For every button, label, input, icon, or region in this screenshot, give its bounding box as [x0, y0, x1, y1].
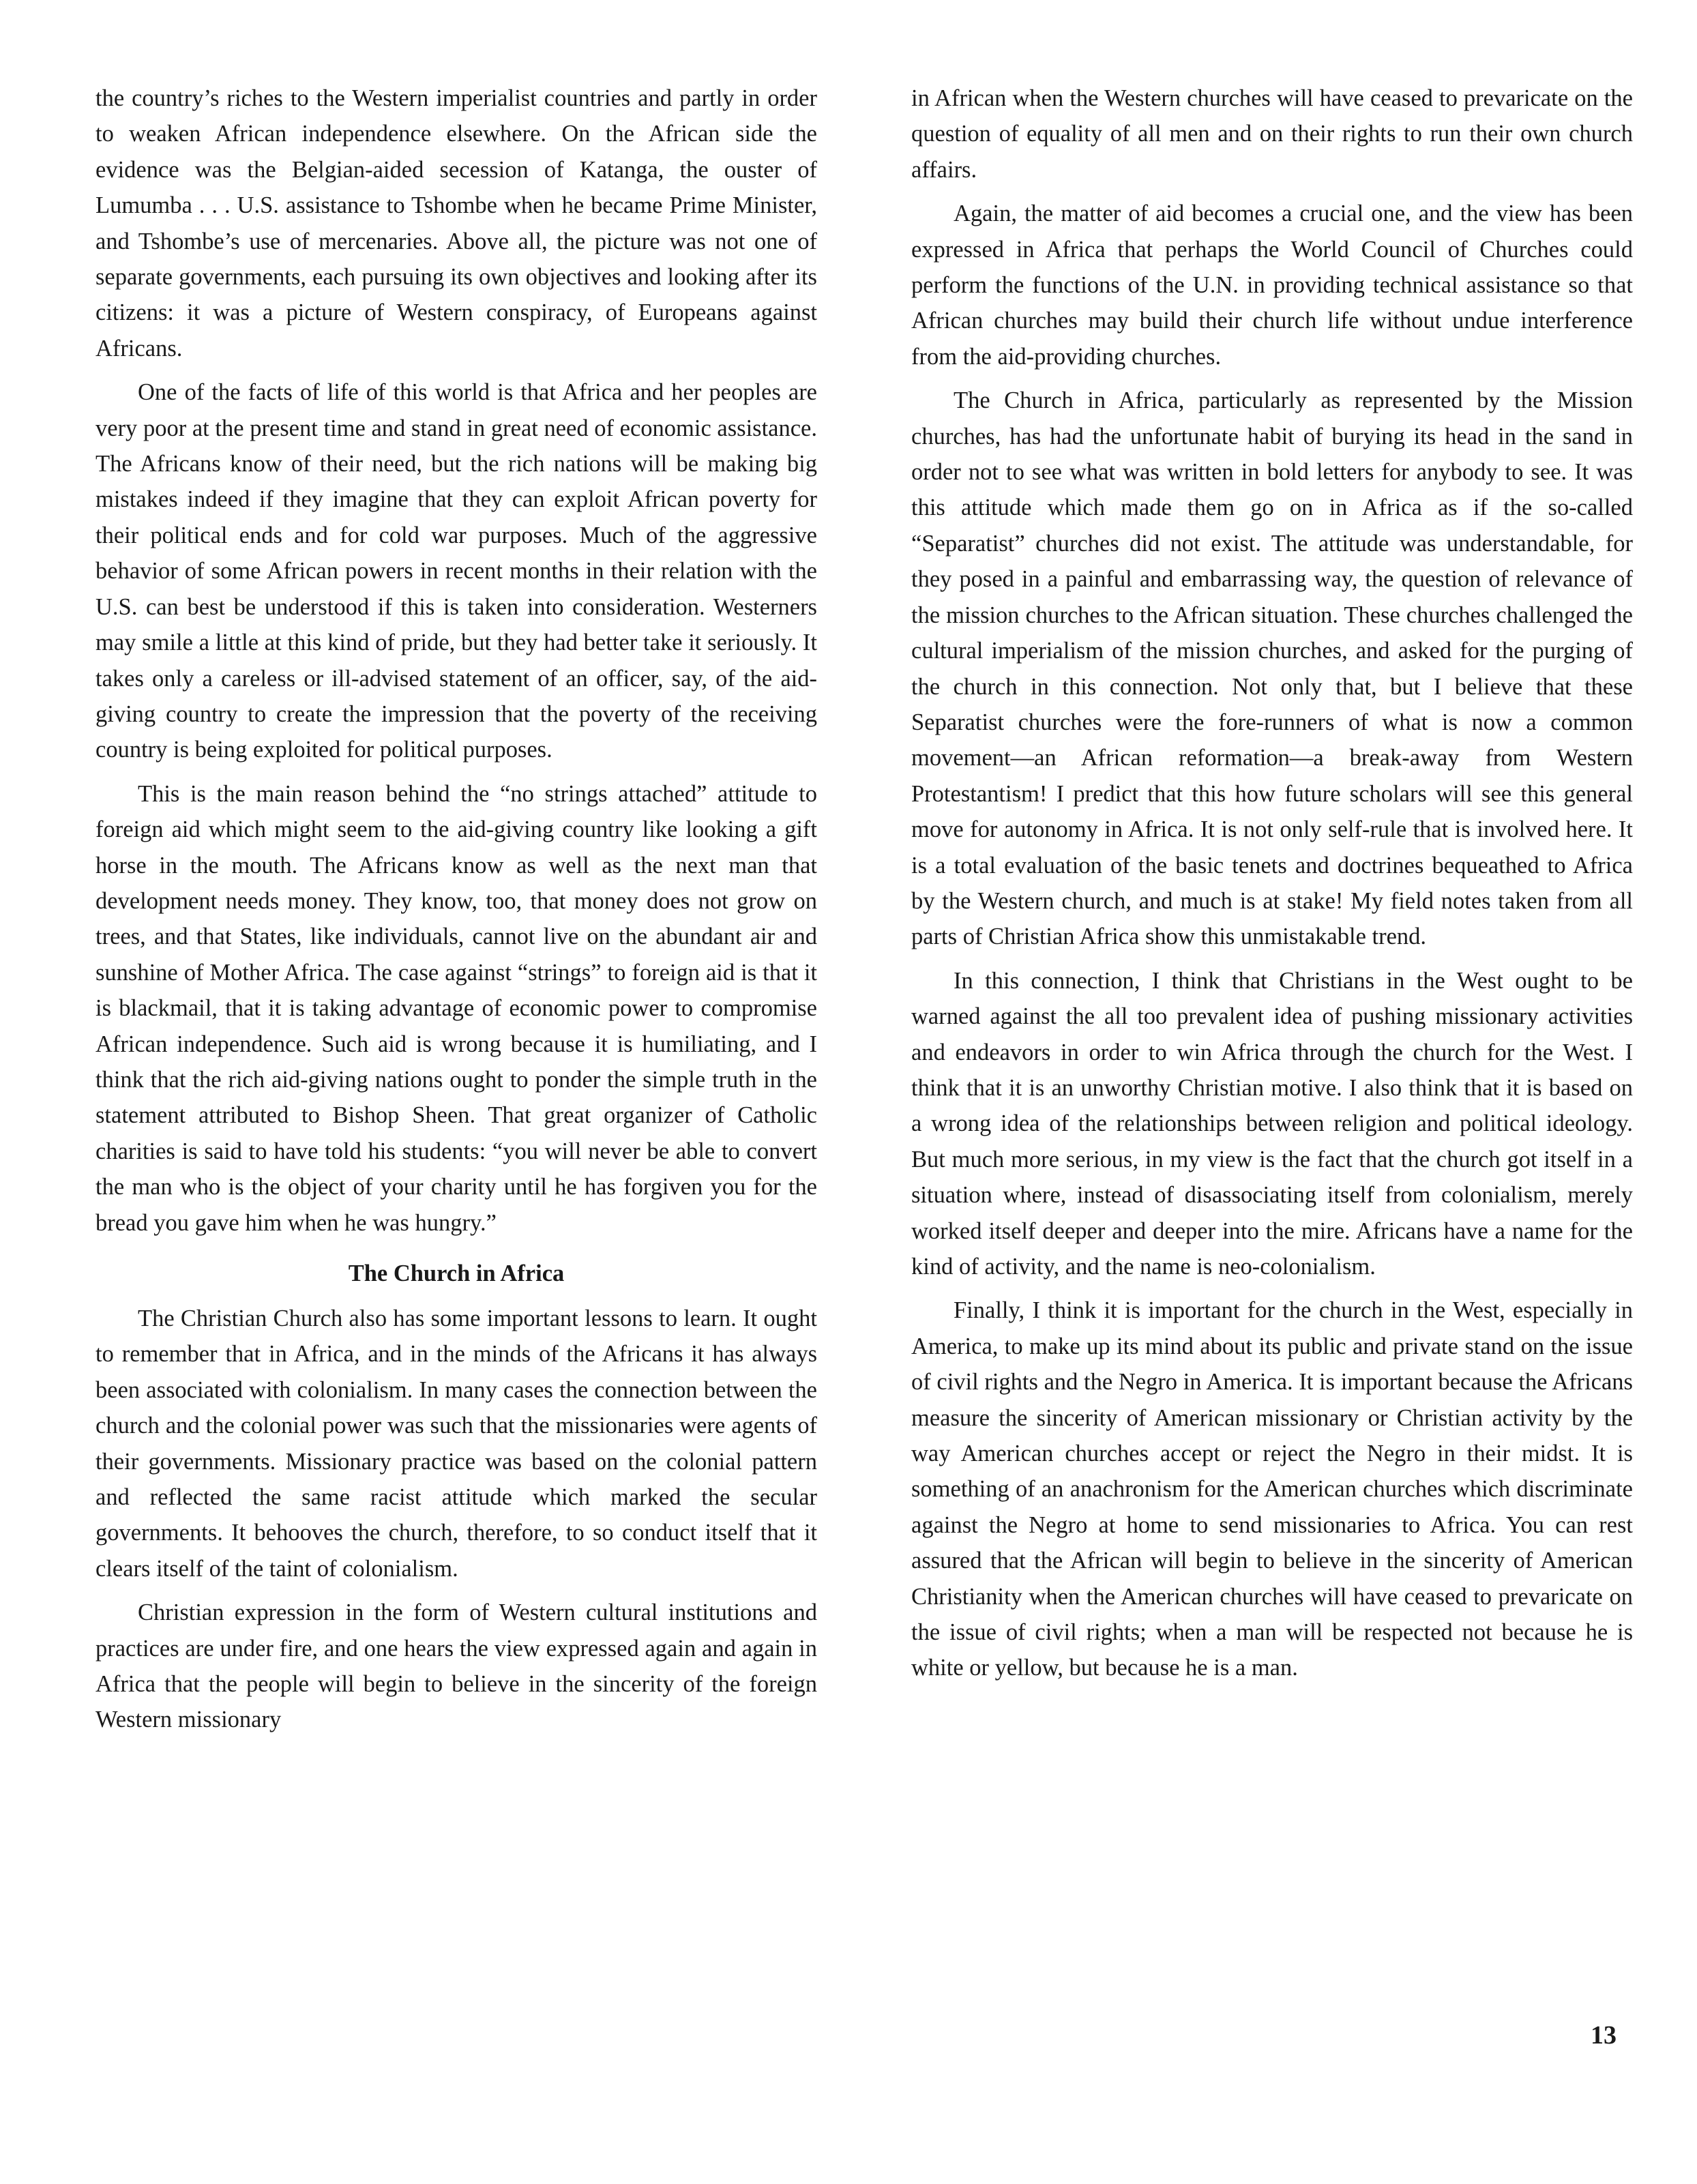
paragraph: Finally, I think it is important for the church in the West, especially in America, to make up its mind about its public and private stand on the issue of civil rights and the Negro in America. It is important because the Africans measure the sincerity of American missionary or Christian activity by the way American churches accept or reject the Negro in their midst. It is something of an anachronism for the American churches which discriminate against the Negro at home to send missionaries to Africa. You can rest assured that the African will begin to believe in the sincerity of American Christianity when the American churches will have ceased to prevaricate on the issue of civil rights; when a man will be respected not because he is white or yellow, but because he is a man.	[911, 1297, 1633, 1681]
paragraph: Christian expression in the form of Western cultural institutions and practices are under fire, and one hears the view expressed again and again in Africa that the people will begin to believe in the sincerity of the foreign Western missionary	[95, 1599, 817, 1733]
section-heading: The Church in Africa	[348, 1260, 565, 1286]
paragraph: In this connection, I think that Christians in the West ought to be warned against the all too prevalent idea of pushing missionary activities and endeavors in order to win Africa through the church for the West. I think that it is an unworthy Christian motive. I also think that it is based on a wrong idea of the relationships between religion and political ideology. But much more serious, in my view is the fact that the church got itself in a situation where, instead of disassociating itself from colonialism, merely worked itself deeper and deeper into the mire. Africans have a name for the kind of activity, and the name is neo-colonialism.	[911, 967, 1633, 1280]
paragraph: in African when the Western churches will have ceased to prevaricate on the question of equality of all men and on their rights to run their own church affairs.	[911, 85, 1633, 183]
paragraph: One of the facts of life of this world is that Africa and her peoples are very poor at the present time and stand in great need of economic assistance. The Africans know of their need, but the rich nations will be making big mistakes indeed if they imagine that they can exploit African poverty for their political ends and for cold war purposes. Much of the aggressive behavior of some African powers in recent months in their relation with the U.S. can best be understood if this is taken into consideration. Westerners may smile a little at this kind of pride, but they had better take it seriously. It takes only a careless or ill-advised statement of an officer, say, of the aid-giving country to create the impression that the poverty of the receiving country is being exploited for political purposes.	[95, 379, 817, 763]
paragraph: The Christian Church also has some important lessons to learn. It ought to remember that in Africa, and in the minds of the Africans it has always been associated with colonialism. In many cases the connection between the church and the colonial power was such that the missionaries were agents of their governments. Missionary practice was based on the colonial pattern and reflected the same racist attitude which marked the secular governments. It behooves the church, therefore, to so conduct itself that it clears itself of the taint of colonialism.	[95, 1305, 817, 1582]
paragraph: the country’s riches to the Western imperialist countries and partly in order to weaken African independence elsewhere. On the African side the evidence was the Belgian-aided secession of Katanga, the ouster of Lumumba . . . U.S. assistance to Tshombe when he became Prime Minister, and Tshombe’s use of mercenaries. Above all, the picture was not one of separate governments, each pursuing its own objectives and looking after its citizens: it was a picture of Western conspiracy, of Europeans against Africans.	[95, 85, 817, 361]
paragraph: This is the main reason behind the “no strings attached” attitude to foreign aid which might seem to the aid-giving country like looking a gift horse in the mouth. The Africans know as well as the next man that development needs money. They know, too, that money does not grow on trees, and that States, like individuals, cannot live on the abundant air and sunshine of Mother Africa. The case against “strings” to foreign aid is that it is blackmail, that it is taking advantage of economic power to compromise African independence. Such aid is wrong because it is humiliating, and I think that the rich aid-giving nations ought to ponder the simple truth in the statement attributed to Bishop Sheen. That great organizer of Catholic charities is said to have told his students: “you will never be able to convert the man who is the object of your charity until he has forgiven you for the bread you gave him when he was hungry.”	[95, 780, 817, 1236]
paragraph: The Church in Africa, particularly as represented by the Mission churches, has had the unfortunate habit of burying its head in the sand in order not to see what was written in bold letters for anybody to see. It was this attitude which made them go on in Africa as if the so-called “Separatist” churches did not exist. The attitude was understandable, for they posed in a painful and embarrassing way, the question of relevance of the mission churches to the African situation. These churches challenged the cultural imperialism of the mission churches, and asked for the purging of the church in this connection. Not only that, but I believe that these Separatist churches were the fore-runners of what is now a common movement—an African reformation—a break-away from Western Protestantism! I predict that this how future scholars will see this general move for autonomy in Africa. It is not only self-rule that is involved here. It is a total evaluation of the basic tenets and doctrines bequeathed to Africa by the Western church, and much is at stake! My field notes taken from all parts of Christian Africa show this unmistakable trend.	[911, 387, 1633, 950]
page-number: 13	[1591, 2021, 1617, 2050]
right-column	[911, 80, 1633, 1694]
paragraph: Again, the matter of aid becomes a crucial one, and the view has been expressed in Africa that perhaps the World Council of Churches could perform the functions of the U.N. in providing technical assistance so that African churches may build their church life without undue interference from the aid-providing churches.	[911, 201, 1633, 370]
left-column	[95, 80, 817, 1746]
